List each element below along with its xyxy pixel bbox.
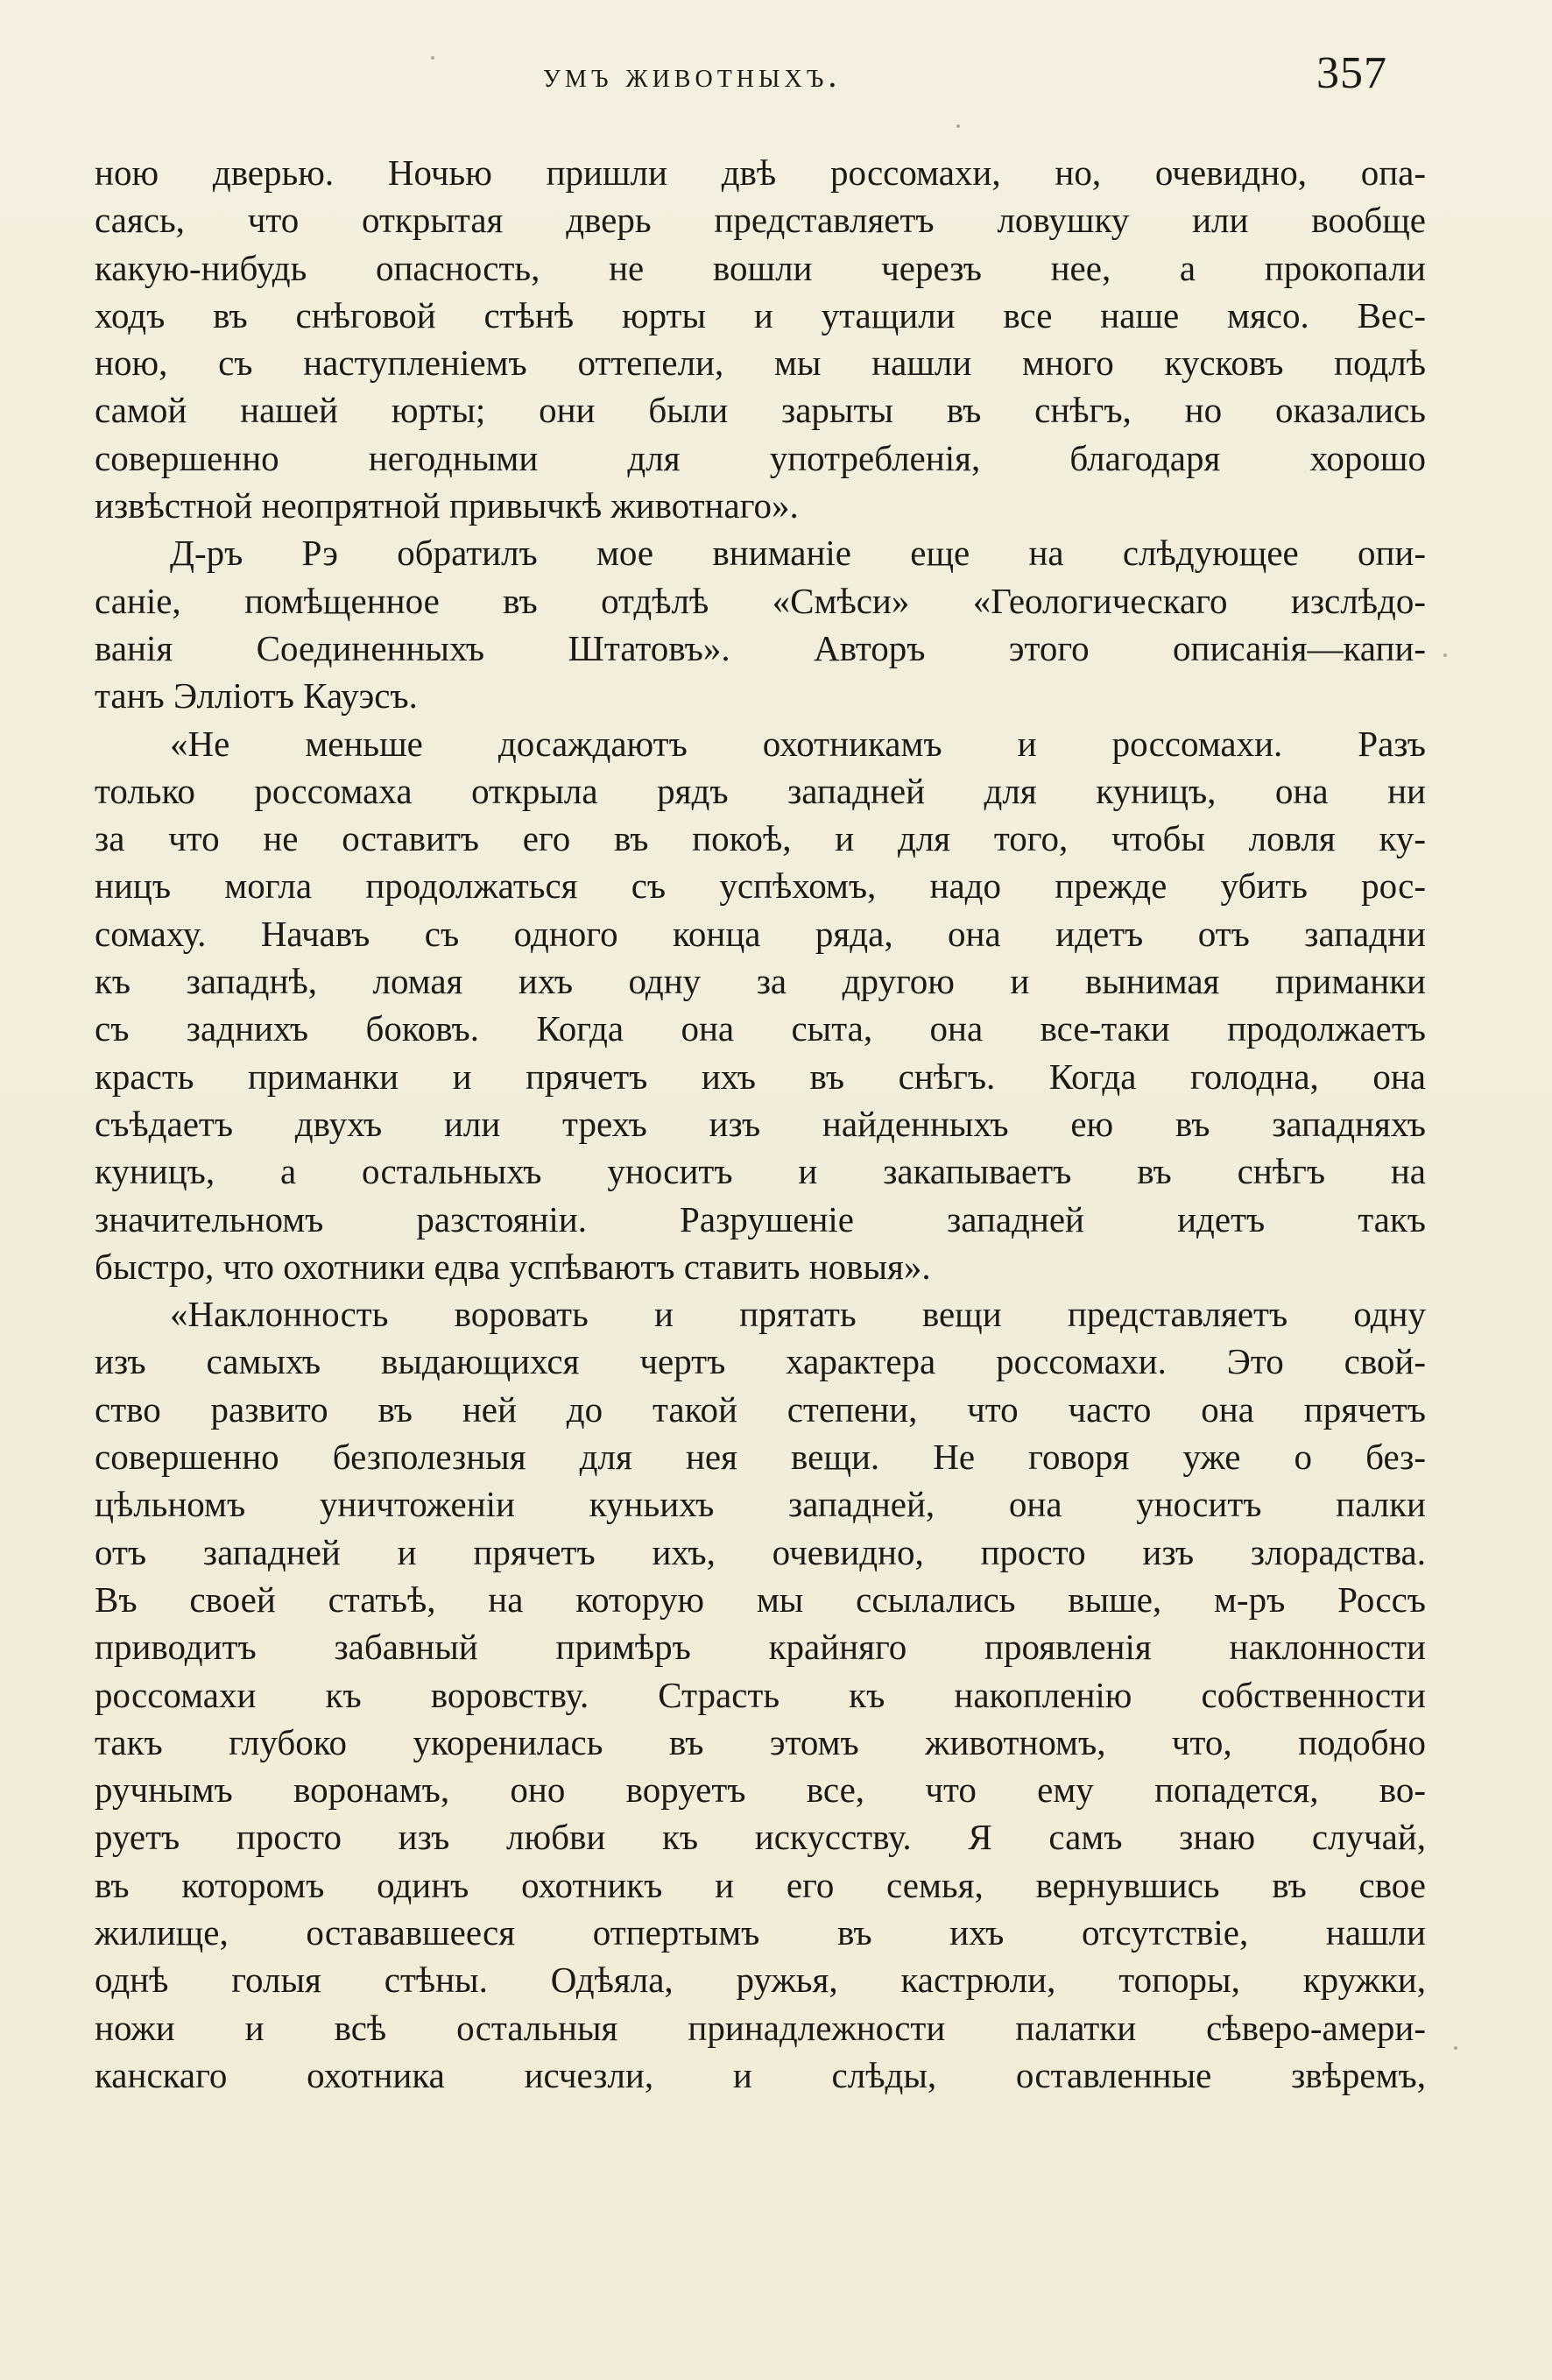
text-line: ходъ въ снѣговой стѣнѣ юрты и утащили все наше мясо. Вес- (95, 294, 1426, 335)
paper-speck (1454, 2046, 1457, 2050)
text-line: жилище, остававшееся отпертымъ въ ихъ отсутствіе, нашли (95, 1911, 1426, 1953)
body-text (95, 149, 1426, 2099)
text-line: ною дверью. Ночью пришли двѣ россомахи, но, очевидно, опа- (95, 152, 1426, 193)
text-line: къ западнѣ, ломая ихъ одну за другою и вынимая приманки (95, 961, 1426, 1002)
text-line: совершенно негодными для употребленія, благодаря хорошо (95, 437, 1426, 478)
text-line: канскаго охотника исчезли, и слѣды, оставленные звѣремъ, (95, 2054, 1426, 2095)
page-number: 357 (1316, 48, 1387, 98)
text-line: «Не меньше досаждаютъ охотникамъ и россомахи. Разъ (170, 723, 1426, 764)
text-line: ницъ могла продолжаться съ успѣхомъ, надо прежде убить рос- (95, 865, 1426, 907)
text-line: извѣстной неопрятной привычкѣ животнаго». (95, 485, 799, 526)
text-line: за что не оставитъ его въ покоѣ, и для того, чтобы ловля ку- (95, 818, 1426, 859)
text-line: значительномъ разстояніи. Разрушеніе западней идетъ такъ (95, 1198, 1426, 1239)
text-line: Д-ръ Рэ обратилъ мое вниманіе еще на слѣдующее опи- (170, 533, 1426, 574)
text-line: совершенно безполезныя для нея вещи. Не говоря уже о без- (95, 1437, 1426, 1478)
text-line: танъ Эллiотъ Кауэсъ. (95, 675, 418, 717)
text-line: руетъ просто изъ любви къ искусству. Я самъ знаю случай, (95, 1817, 1426, 1858)
text-line: отъ западней и прячетъ ихъ, очевидно, просто изъ злорадства. (95, 1531, 1426, 1572)
running-title: умъ животныхъ. (543, 55, 842, 95)
text-line: какую-нибудь опасность, не вошли черезъ нее, а прокопали (95, 247, 1426, 288)
text-line: ною, съ наступленіемъ оттепели, мы нашли много кусковъ подлѣ (95, 343, 1426, 384)
text-line: съ заднихъ боковъ. Когда она сыта, она все-таки продолжаетъ (95, 1008, 1426, 1049)
text-line: въ которомъ одинъ охотникъ и его семья, вернувшись въ свое (95, 1864, 1426, 1905)
text-line: самой нашей юрты; они были зарыты въ снѣгъ, но оказались (95, 390, 1426, 431)
text-line: ножи и всѣ остальныя принадлежности палатки сѣверо-амери- (95, 2007, 1426, 2048)
paper-speck (1443, 653, 1447, 657)
paper-speck (956, 124, 960, 128)
text-line: красть приманки и прячетъ ихъ въ снѣгъ. Когда голодна, она (95, 1056, 1426, 1097)
text-line: быстро, что охотники едва успѣваютъ ставить новыя». (95, 1246, 931, 1287)
text-line: только россомаха открыла рядъ западней для куницъ, она ни (95, 770, 1426, 811)
text-line: съѣдаетъ двухъ или трехъ изъ найденныхъ ею въ западняхъ (95, 1103, 1426, 1144)
text-line: цѣльномъ уничтоженіи куньихъ западней, она уноситъ палки (95, 1484, 1426, 1525)
text-line: изъ самыхъ выдающихся чертъ характера россомахи. Это свой- (95, 1341, 1426, 1382)
paper-speck (431, 56, 434, 60)
page-header (0, 47, 1552, 109)
text-line: такъ глубоко укоренилась въ этомъ животномъ, что, подобно (95, 1721, 1426, 1762)
text-line: сомаху. Начавъ съ одного конца ряда, она идетъ отъ западни (95, 913, 1426, 954)
text-line: куницъ, а остальныхъ уноситъ и закапываетъ въ снѣгъ на (95, 1151, 1426, 1192)
text-line: однѣ голыя стѣны. Одѣяла, ружья, кастрюли, топоры, кружки, (95, 1960, 1426, 2001)
text-line: ванія Соединенныхъ Штатовъ». Авторъ этого описанія—капи- (95, 627, 1426, 668)
text-line: «Наклонность воровать и прятать вещи представляетъ одну (170, 1294, 1426, 1335)
text-line: саясь, что открытая дверь представляетъ ловушку или вообще (95, 200, 1426, 241)
text-line: ручнымъ воронамъ, оно воруетъ все, что ему попадется, во- (95, 1769, 1426, 1811)
text-line: россомахи къ воровству. Страсть къ накопленію собственности (95, 1674, 1426, 1715)
text-line: приводитъ забавный примѣръ крайняго проявленія наклонности (95, 1627, 1426, 1668)
text-line: Въ своей статьѣ, на которую мы ссылались выше, м-ръ Россъ (95, 1578, 1426, 1620)
text-line: саніе, помѣщенное въ отдѣлѣ «Смѣси» «Геологическаго изслѣдо- (95, 580, 1426, 621)
text-line: ство развито въ ней до такой степени, что часто она прячетъ (95, 1388, 1426, 1430)
